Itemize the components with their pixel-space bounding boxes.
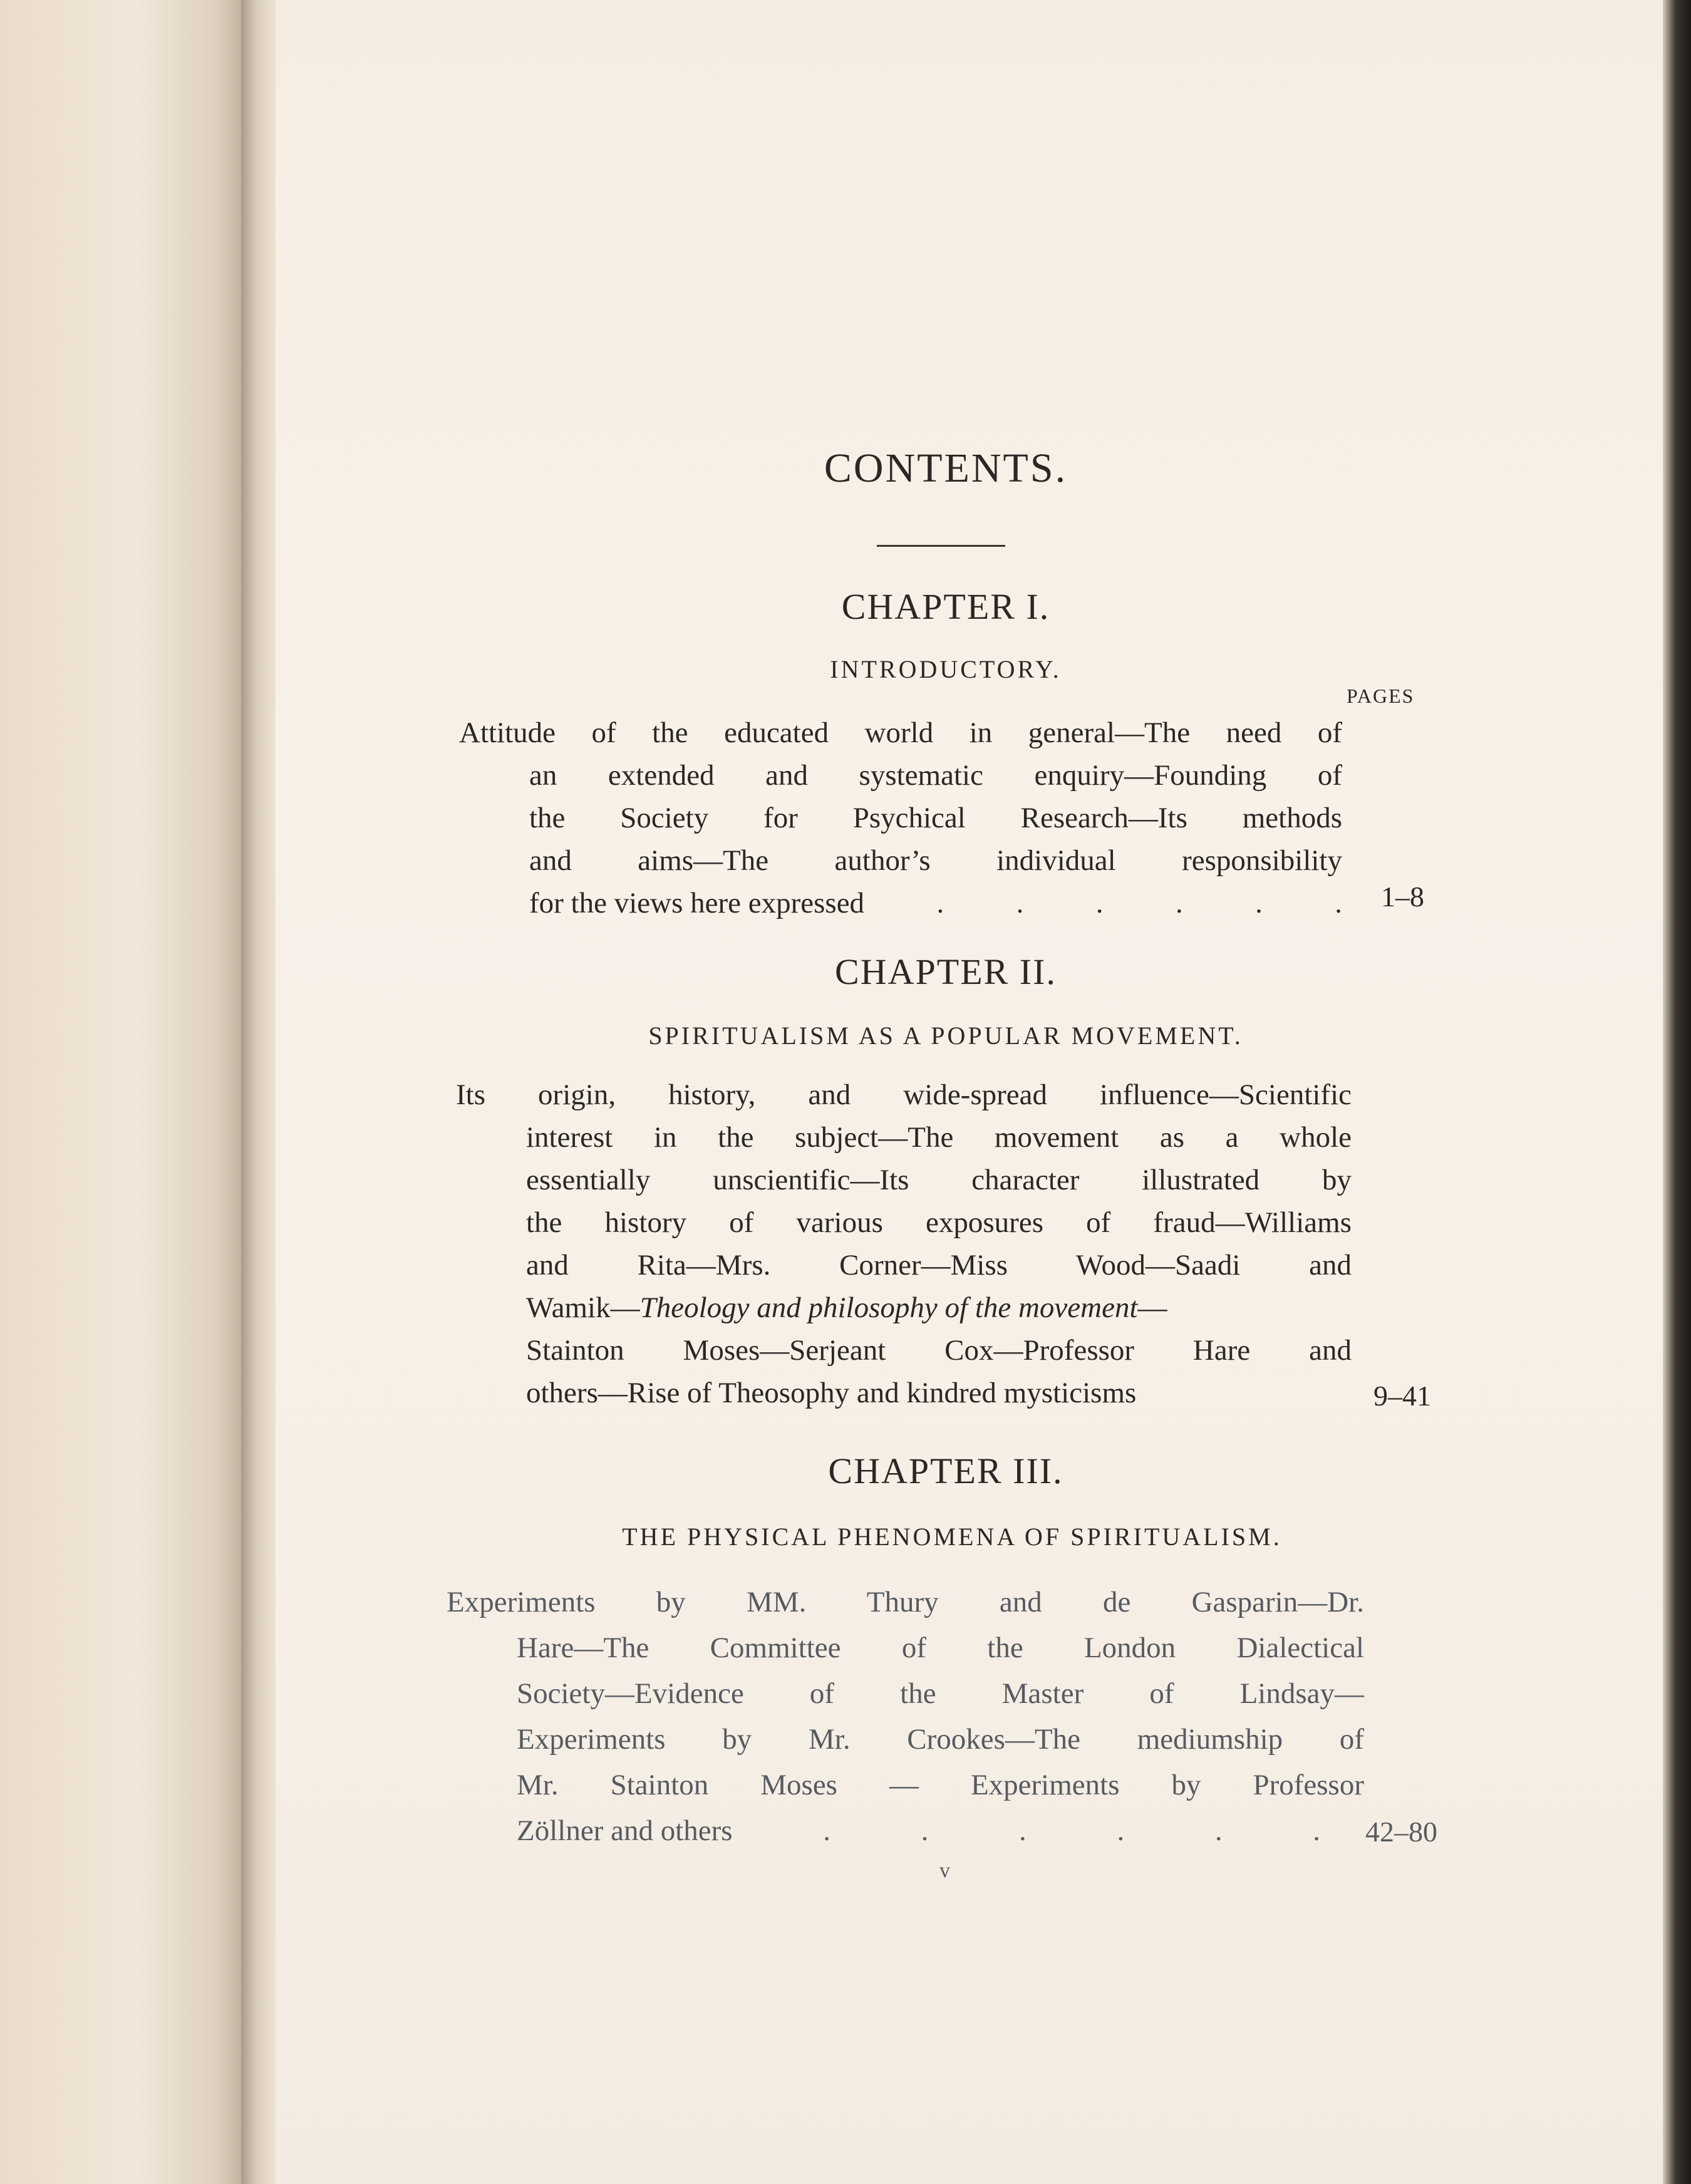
chapter-3-subtitle: THE PHYSICAL PHENOMENA OF SPIRITUALISM. bbox=[622, 1523, 1282, 1551]
summary-line: and Rita—Mrs. Corner—Miss Wood—Saadi and bbox=[526, 1249, 1352, 1281]
leader-dot: . bbox=[1313, 1814, 1320, 1847]
summary-fragment: — bbox=[1137, 1291, 1167, 1324]
leader-dot: . bbox=[1095, 887, 1104, 919]
chapter-2-subtitle: SPIRITUALISM AS A POPULAR MOVEMENT. bbox=[648, 1022, 1243, 1050]
chapter-2-pages: 9–41 bbox=[1373, 1380, 1431, 1412]
leader-dot: . bbox=[1016, 887, 1024, 919]
summary-line: Experiments by Mr. Crookes—The mediumship of bbox=[517, 1723, 1364, 1756]
summary-line: Mr. Stainton Moses — Experiments by Professor bbox=[517, 1769, 1364, 1801]
summary-line: for the views here expressed bbox=[529, 887, 865, 919]
title-rule bbox=[877, 545, 1005, 547]
left-page bbox=[0, 0, 247, 2184]
page-edge-shadow bbox=[1663, 0, 1691, 2184]
leader-dot: . bbox=[1019, 1814, 1026, 1847]
summary-line-with-leaders bbox=[459, 882, 1342, 924]
leader-dot: . bbox=[921, 1814, 929, 1847]
book-gutter bbox=[241, 0, 279, 2184]
leader-dot: . bbox=[1255, 887, 1263, 919]
chapter-2-heading: CHAPTER II. bbox=[835, 951, 1057, 992]
summary-line: Hare—The Committee of the London Dialectical bbox=[517, 1632, 1364, 1664]
chapter-3-pages: 42–80 bbox=[1365, 1816, 1437, 1848]
summary-line: the history of various exposures of fraud—Williams bbox=[526, 1206, 1352, 1239]
chapter-3-heading: CHAPTER III. bbox=[828, 1451, 1063, 1491]
summary-fragment: Wamik— bbox=[526, 1291, 640, 1324]
summary-italic: Theology and philosophy of the movement bbox=[639, 1291, 1138, 1324]
leader-dot: . bbox=[823, 1814, 830, 1847]
leader-dot: . bbox=[1214, 1814, 1223, 1847]
summary-line-with-leaders bbox=[447, 1808, 1364, 1854]
chapter-1-subtitle: INTRODUCTORY. bbox=[830, 655, 1062, 683]
chapter-1-summary bbox=[459, 712, 1342, 924]
page-folio: v bbox=[939, 1859, 950, 1882]
summary-line: Stainton Moses—Serjeant Cox—Professor Hare and bbox=[526, 1334, 1352, 1367]
chapter-2-summary bbox=[456, 1074, 1352, 1414]
summary-line: others—Rise of Theosophy and kindred mysticisms bbox=[526, 1377, 1137, 1409]
leader-dot: . bbox=[1117, 1814, 1125, 1847]
leader-dot: . bbox=[1175, 887, 1183, 919]
summary-line: Experiments by MM. Thury and de Gasparin—Dr. bbox=[447, 1586, 1364, 1618]
leader-dot: . bbox=[936, 887, 944, 919]
summary-line: Attitude of the educated world in general—The need of bbox=[459, 717, 1342, 749]
summary-line: the Society for Psychical Research—Its methods bbox=[529, 802, 1342, 834]
summary-line: and aims—The author’s individual responsibility bbox=[529, 844, 1342, 877]
chapter-1-pages: 1–8 bbox=[1381, 881, 1424, 913]
contents-title: CONTENTS. bbox=[824, 445, 1068, 491]
chapter-1-heading: CHAPTER I. bbox=[841, 586, 1050, 627]
summary-line: Society—Evidence of the Master of Lindsay— bbox=[517, 1677, 1364, 1710]
summary-line: interest in the subject—The movement as a whole bbox=[526, 1121, 1352, 1154]
chapter-3-summary bbox=[447, 1580, 1364, 1854]
summary-line: Its origin, history, and wide-spread influence—Scientific bbox=[456, 1079, 1352, 1111]
pages-label: PAGES bbox=[1347, 685, 1415, 707]
leader-dot: . bbox=[1335, 887, 1342, 919]
summary-line: essentially unscientific—Its character illustrated by bbox=[526, 1164, 1352, 1196]
summary-line: Zöllner and others bbox=[517, 1814, 733, 1847]
summary-line: an extended and systematic enquiry—Founding of bbox=[529, 759, 1342, 792]
summary-line bbox=[456, 1286, 1352, 1329]
